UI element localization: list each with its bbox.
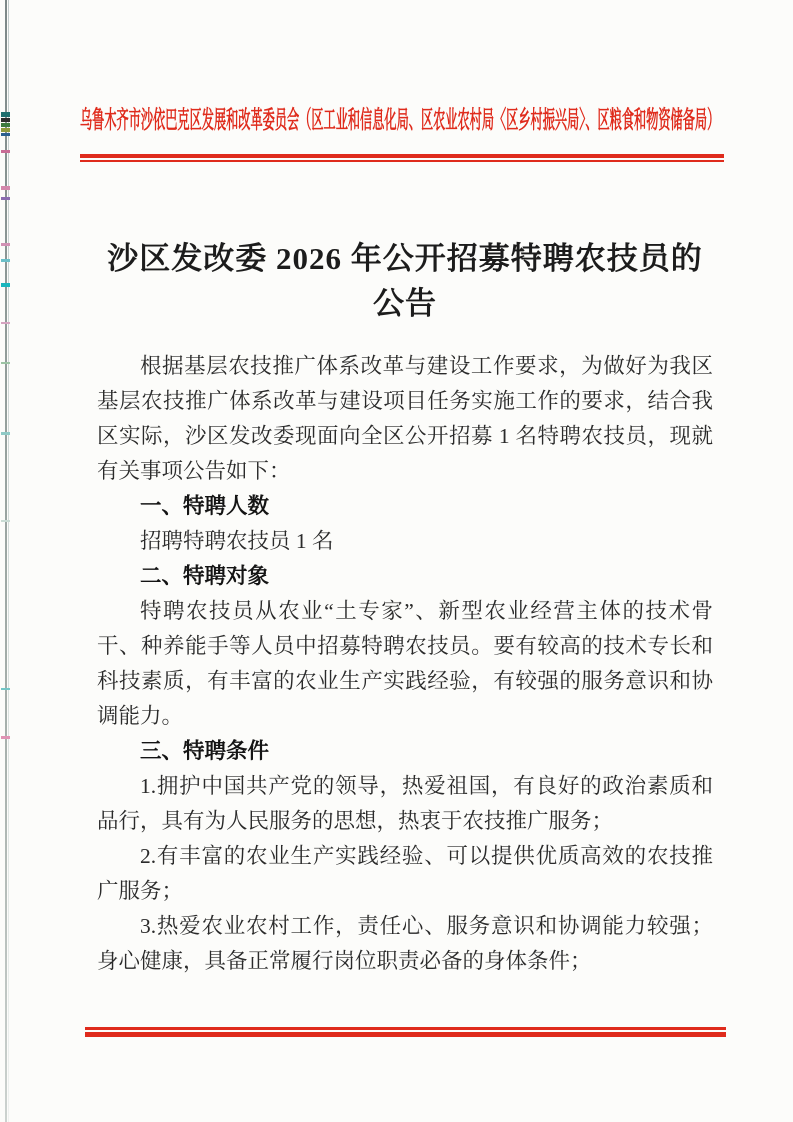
scan-edge-artifact — [1, 283, 10, 287]
body-paragraph: 3.热爱农业农村工作，责任心、服务意识和协调能力较强；身心健康，具备正常履行岗位职责必备的身体条件； — [97, 914, 713, 973]
section-heading: 二、特聘对象 — [140, 564, 270, 588]
document-title-line-2: 公告 — [373, 286, 437, 321]
scan-edge-artifact — [8, 0, 9, 1122]
scan-edge-artifact — [1, 118, 10, 122]
footer-divider-thick — [85, 1032, 726, 1037]
scan-edge-artifact — [1, 520, 10, 522]
document-title-line-1: 沙区发改委 2026 年公开招募特聘农技员的 — [107, 241, 703, 276]
letterhead-banner — [80, 101, 726, 141]
scan-edge-artifact — [1, 432, 10, 435]
scan-edge-artifact — [1, 688, 10, 690]
scan-edge-artifact — [1, 128, 10, 132]
scan-edge-artifact — [1, 259, 10, 262]
letterhead-text: 乌鲁木齐市沙依巴克区发展和改革委员会（区工业和信息化局、区农业农村局〈区乡村振兴局〉、区粮食和物资储备局） — [80, 107, 720, 134]
document-body — [97, 349, 713, 979]
letterhead-divider-thick — [80, 154, 724, 158]
scan-edge-artifact — [1, 186, 10, 190]
scan-edge-artifact — [5, 0, 7, 1122]
body-paragraph: 招聘特聘农技员 1 名 — [140, 529, 334, 553]
scan-edge-artifact — [1, 197, 10, 200]
scan-edge-artifact — [1, 736, 10, 739]
scan-edge-artifact — [1, 243, 10, 246]
scan-edge-artifact — [1, 133, 10, 136]
scan-edge-artifact — [1, 362, 10, 364]
section-heading: 三、特聘条件 — [140, 739, 270, 763]
scan-edge-artifact — [1, 150, 10, 153]
section-heading: 一、特聘人数 — [140, 494, 270, 518]
footer-divider-thin — [85, 1027, 726, 1030]
letterhead-divider-thin — [80, 160, 724, 162]
scan-edge-artifact — [1, 123, 10, 127]
scan-edge-artifact — [1, 112, 10, 117]
scan-edge-artifact — [1, 322, 10, 324]
body-paragraph: 特聘农技员从农业“土专家”、新型农业经营主体的技术骨干、种养能手等人员中招募特聘农技员。要有较高的技术专长和科技素质，有丰富的农业生产实践经验，有较强的服务意识和协调能力。 — [97, 599, 713, 728]
body-paragraph: 1.拥护中国共产党的领导，热爱祖国，有良好的政治素质和品行，具有为人民服务的思想，热衷于农技推广服务； — [97, 774, 713, 833]
document-title — [90, 236, 720, 326]
body-paragraph: 根据基层农技推广体系改革与建设工作要求，为做好为我区基层农技推广体系改革与建设项目任务实施工作的要求，结合我区实际，沙区发改委现面向全区公开招募 1 名特聘农技员，现就有关事项公告如下： — [97, 354, 713, 483]
body-paragraph: 2.有丰富的农业生产实践经验、可以提供优质高效的农技推广服务； — [97, 844, 713, 903]
